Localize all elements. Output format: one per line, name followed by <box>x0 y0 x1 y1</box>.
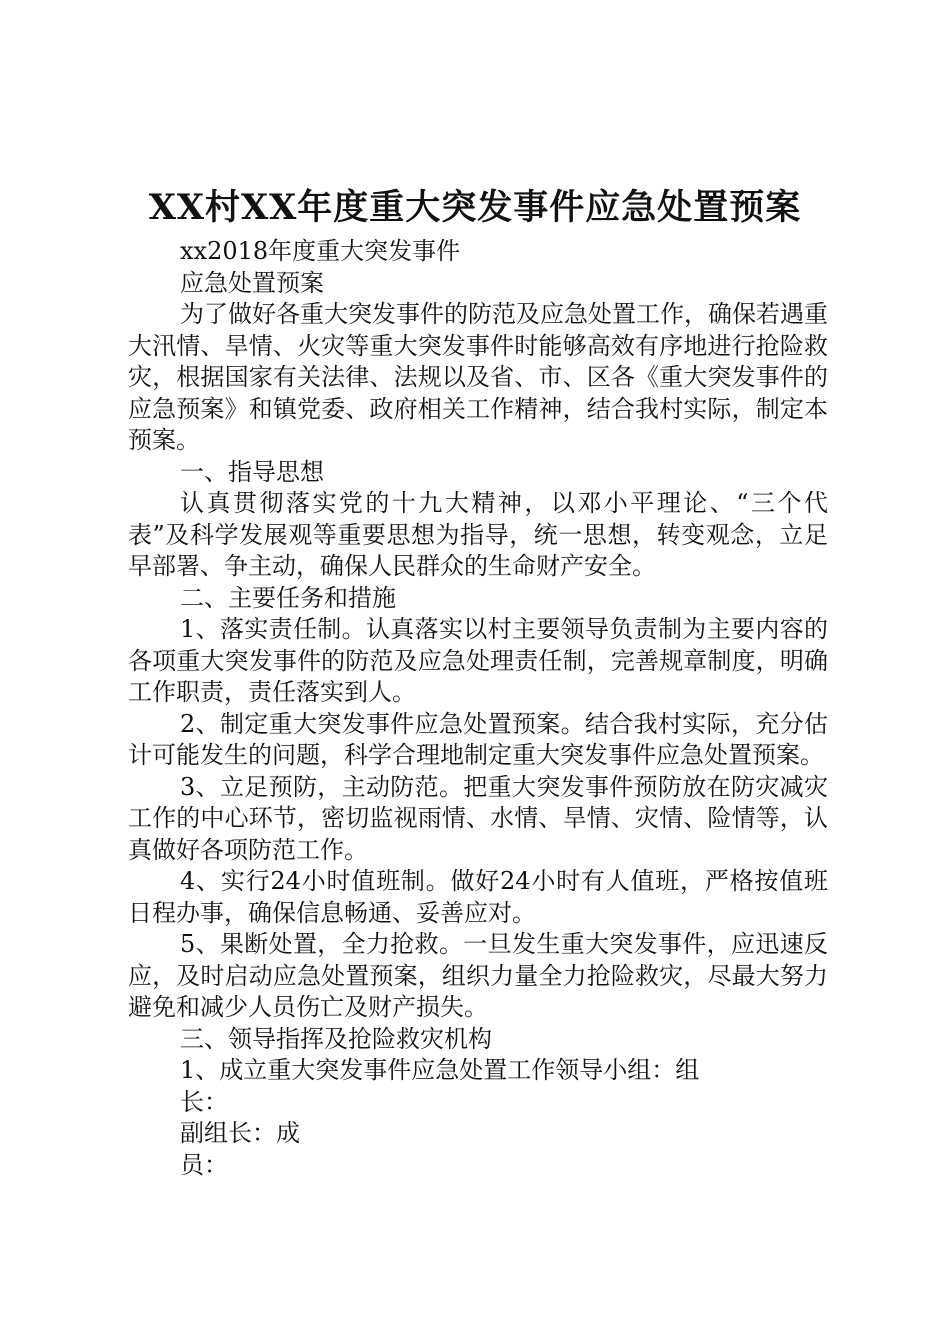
section2-item: 1、落实责任制。认真落实以村主要领导负责制为主要内容的各项重大突发事件的防范及应急处理责任制，完善规章制度，明确工作职责，责任落实到人。 <box>128 615 828 706</box>
document-body <box>128 236 828 1181</box>
section2-item: 4、实行24小时值班制。做好24小时有人值班，严格按值班日程办事，确保信息畅通、妥善应对。 <box>128 867 828 927</box>
section3-deputy-line: 副组长：成 <box>180 1119 300 1147</box>
section2-item: 5、果断处置，全力抢救。一旦发生重大突发事件，应迅速反应，及时启动应急处置预案，组织力量全力抢险救灾，尽最大努力避免和减少人员伤亡及财产损失。 <box>128 930 828 1021</box>
subtitle-line-2: 应急处置预案 <box>180 268 324 297</box>
section2-heading: 二、主要任务和措施 <box>180 583 396 612</box>
section1-paragraph: 认真贯彻落实党的十九大精神，以邓小平理论、“三个代表”及科学发展观等重要思想为指导，统一思想，转变观念，立足早部署、争主动，确保人民群众的生命财产安全。 <box>128 489 828 580</box>
section3-leader-line: 长： <box>180 1087 228 1116</box>
section3-item-1: 1、成立重大突发事件应急处置工作领导小组：组 <box>180 1056 700 1084</box>
subtitle-line-1: xx2018年度重大突发事件 <box>180 237 461 265</box>
section1-heading: 一、指导思想 <box>180 457 324 486</box>
intro-paragraph: 为了做好各重大突发事件的防范及应急处置工作，确保若遇重大汛情、旱情、火灾等重大突发事件时能够高效有序地进行抢险救灾，根据国家有关法律、法规以及省、市、区各《重大突发事件的应急预案》和镇党委、政府相关工作精神，结合我村实际，制定本预案。 <box>128 300 828 454</box>
document-title: XX村XX年度重大突发事件应急处置预案 <box>148 187 802 228</box>
section2-item: 3、立足预防，主动防范。把重大突发事件预防放在防灾减灾工作的中心环节，密切监视雨情、水情、旱情、灾情、险情等，认真做好各项防范工作。 <box>128 772 828 864</box>
section2-item: 2、制定重大突发事件应急处置预案。结合我村实际，充分估计可能发生的问题，科学合理地制定重大突发事件应急处置预案。 <box>128 709 828 769</box>
section3-heading: 三、领导指挥及抢险救灾机构 <box>180 1024 492 1053</box>
section3-member-line: 员： <box>180 1150 228 1179</box>
